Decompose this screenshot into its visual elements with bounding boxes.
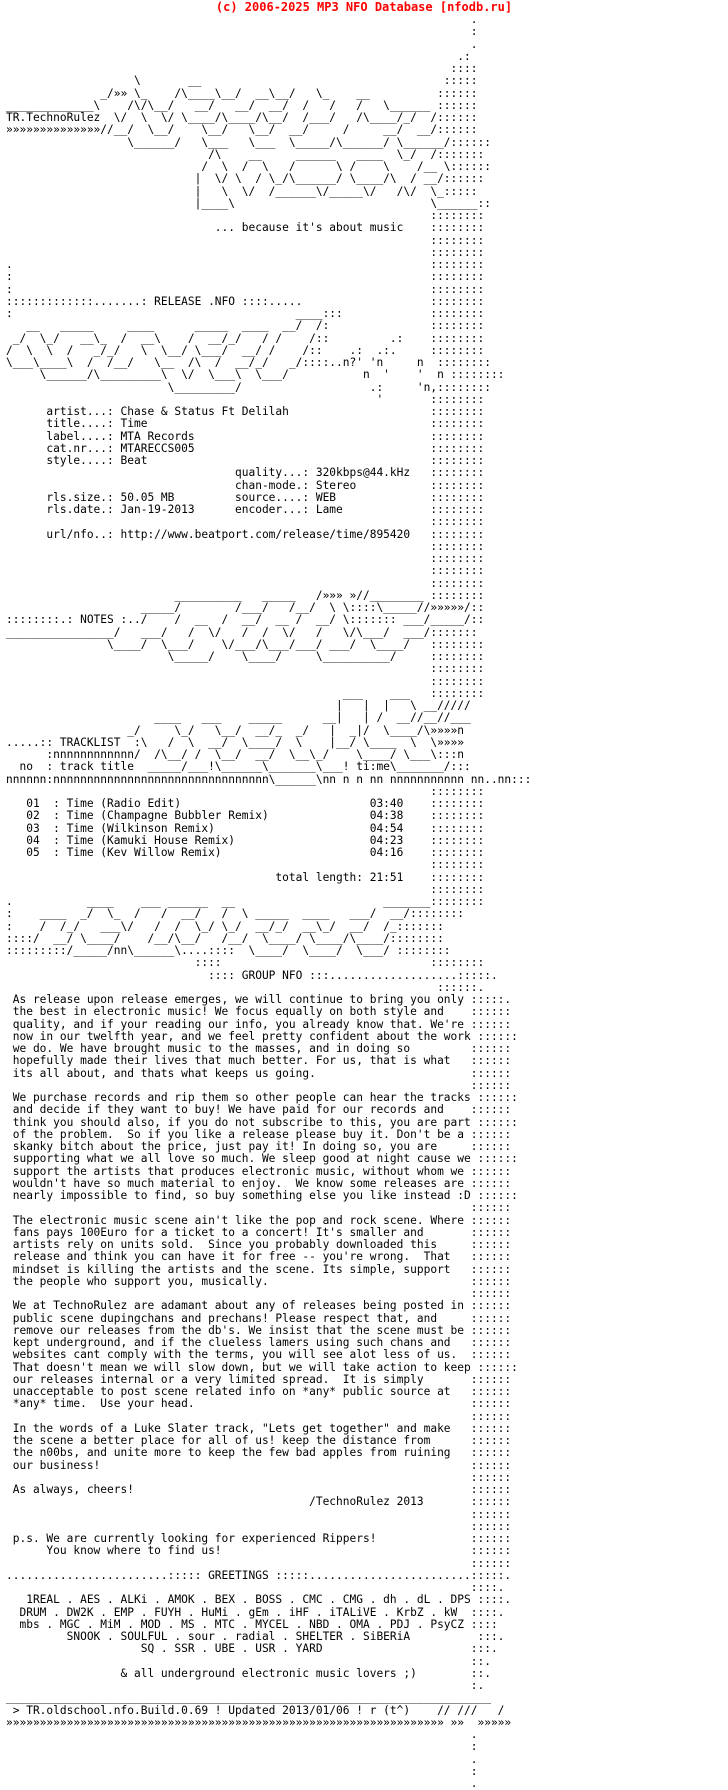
nfo-line: :::::: [6, 1519, 512, 1533]
nfo-line: | \/ \ / \_/\______/ \____/\ / __/:::::: [6, 172, 485, 186]
nfo-line: / \ / \ / \ / \ /__ \:::::: [6, 160, 491, 173]
nfo-line: quality...: 320kbps@44.kHz :::::::: [6, 466, 485, 480]
nfo-line: :::::::: [6, 539, 485, 553]
nfo-line: . ____ ___ ______ __ _______:::::::: [6, 895, 485, 908]
nfo-line: now in our twelfth year, and we feel pretty confident about the work :::::: [6, 1029, 518, 1043]
nfo-line: :::::::: [6, 882, 485, 896]
nfo-line: *any* time. Use your head. :::::: [6, 1397, 512, 1411]
nfo-line: ' :::::::: [6, 392, 485, 406]
nfo-line: :::: [6, 62, 478, 75]
nfo-line: We at TechnoRulez are adamant about any of releases being posted in :::::: [6, 1299, 512, 1313]
nfo-line: ... because it's about music :::::::: [6, 221, 485, 235]
nfo-line: : [6, 1740, 478, 1754]
nfo-line: :::::::: [6, 245, 485, 259]
nfo-line: :nnnnnnnnnnnn/ /\__/ / \__/ __/ \__\_/ \____/ \___\:::n [6, 748, 465, 761]
nfo-line: \____/ \___/ \/___/\___/___/ ___/ \____/ :::::::: [6, 637, 485, 651]
nfo-line: :::::::: [6, 662, 485, 676]
nfo-line: : [6, 25, 478, 39]
nfo-line: : [6, 1764, 478, 1778]
nfo-line: and decide if they want to buy! We have paid for our records and :::::: [6, 1103, 512, 1117]
nfo-line: & all underground electronic music lovers ;) ::. [6, 1666, 491, 1680]
nfo-line: think you should also, if you do not subscribe to this, you are part :::::: [6, 1115, 518, 1129]
nfo-line: label....: MTA Records :::::::: [6, 429, 485, 443]
nfo-line: : / /_/ ___\/ / / \_/ \_/ __/_/ __\_/ __/ /_::::::: [6, 919, 444, 933]
nfo-line: | | | \ __///// [6, 699, 471, 712]
nfo-line: artist...: Chase & Status Ft Delilah :::::::: [6, 405, 485, 418]
nfo-line: . :::::::: [6, 258, 485, 271]
nfo-line: url/nfo..: http://www.beatport.com/release/time/895420 :::::::: [6, 527, 485, 541]
nfo-line: :::::: [6, 1507, 512, 1521]
nfo-line: 04 : Time (Kamuki House Remix) 04:23 :::::::: [6, 833, 485, 847]
nfo-line: p.s. We are currently looking for experienced Rippers! :::::: [6, 1532, 512, 1545]
nfo-line: ________________________________________________________________________ [6, 1691, 491, 1705]
nfo-line: : :::::::: [6, 282, 485, 296]
nfo-line: \ __ ::::: [6, 74, 478, 88]
nfo-line: :::::::: [6, 233, 485, 247]
nfo-line: :::::::: [6, 552, 485, 565]
nfo-line: :::::: [6, 1201, 512, 1215]
nfo-line: our business! :::::: [6, 1458, 512, 1472]
nfo-line: its all about, and thats what keeps us going. :::::: [6, 1066, 512, 1080]
nfo-line: artists rely on units sold. Since you probably downloaded this :::::: [6, 1238, 512, 1251]
nfo-line: |____\ \______:: [6, 196, 491, 210]
nfo-line: \_________/ .: 'n,:::::::: [6, 380, 491, 394]
nfo-line: remove our releases from the db's. We insist that the scene must be :::::: [6, 1323, 512, 1337]
nfo-line: title....: Time :::::::: [6, 417, 485, 431]
nfo-line: /\ __ ______ ____ \_/ /::::::: [6, 147, 485, 161]
nfo-line: SQ . SSR . UBE . USR . YARD :::. [6, 1642, 498, 1656]
nfo-line: rls.date.: Jan-19-2013 encoder...: Lame :::::::: [6, 503, 485, 516]
nfo-line: :::::::::/_____/nn\______\....:::: \____/ \____/ \___/ :::::::: [6, 944, 451, 957]
nfo-line: 1REAL . AES . ALKi . AMOK . BEX . BOSS . CMC . CMG . dh . dL . DPS ::::. [6, 1593, 512, 1607]
nfo-line: / \ \ / _/_/ \ \__/ \___/ __/ / /:: .: .:. :::::::: [6, 343, 485, 357]
nfo-line: ::::::. [6, 980, 485, 994]
nfo-line: 02 : Time (Champagne Bubbler Remix) 04:38 :::::::: [6, 809, 485, 823]
nfo-line: :::::::: [6, 858, 485, 872]
nfo-line: :::: GROUP NFO :::...................:::::. [6, 968, 498, 982]
nfo-line: :::::: [6, 1287, 512, 1300]
nfo-line: the best in electronic music! We focus equally on both style and :::::: [6, 1005, 512, 1019]
nfo-line: kept underground, and if the clueless lamers using such chans and :::::: [6, 1336, 512, 1349]
nfo-line: skanky bitch about the price, just pay it! In doing so, you are :::::: [6, 1140, 512, 1153]
nfo-line: release and think you can have it for free -- you're wrong. That :::::: [6, 1250, 512, 1264]
nfo-line: As release upon release emerges, we will continue to bring you only :::::. [6, 993, 512, 1006]
nfo-line: \_____/ \____/ \__________/ :::::::: [6, 650, 485, 663]
nfo-line: we do. We have brought music to the masses, and in doing so :::::: [6, 1042, 512, 1055]
copyright-header: (c) 2006-2025 MP3 NFO Database [nfodb.ru] [215, 0, 513, 14]
nfo-line: We purchase records and rip them so other people can hear the tracks :::::: [6, 1091, 518, 1104]
nfo-line: :::::::: [6, 784, 485, 798]
nfo-line: > TR.oldschool.nfo.Build.0.69 ! Updated 2013/01/06 ! r (t^) // /// / [6, 1703, 505, 1717]
nfo-line: :::::::: [6, 209, 485, 222]
nfo-line: : ____::: :::::::: [6, 307, 485, 320]
nfo-line: »»»»»»»»»»»»»»»»»»»»»»»»»»»»»»»»»»»»»»»»»»»»»»»»»»»»»»»»»»»»»»»»» »» »»»»» [6, 1715, 512, 1729]
nfo-line: cat.nr...: MTARECCS005 :::::::: [6, 441, 485, 455]
nfo-line: :::::: [6, 1078, 512, 1092]
nfo-line: ........................::::: GREETINGS :::::........................:::::. [6, 1568, 512, 1582]
nfo-line: . [6, 13, 478, 26]
nfo-line: supporting what we all love so much. We sleep good at night cause we :::::: [6, 1152, 518, 1166]
nfo-line: websites cant comply with the terms, you will see alot less of us. :::::: [6, 1348, 512, 1362]
nfo-line: : ____ _/ \_ / / __/ / \ _____ ____ ___/ __/:::::::: [6, 907, 465, 921]
nfo-line: hopefully made their lives that much better. For us, that is what :::::: [6, 1054, 512, 1068]
nfo-line: .....:: TRACKLIST :\ / \ __/ \____/ \ |__/ \____ \ \»»»» [6, 735, 465, 749]
nfo-line: ___ ___ :::::::: [6, 686, 485, 700]
nfo-line: . [6, 1728, 478, 1741]
nfo-line: unacceptable to post scene related info on *any* public source at :::::: [6, 1385, 512, 1398]
nfo-line: :::::: [6, 1409, 512, 1423]
nfo-line: . [6, 1752, 478, 1766]
nfo-line: _/ \_/ __\_ / __\ / __/_/ / / /:: .: :::::::: [6, 331, 485, 345]
nfo-line: public scene dupingchans and prechans! Please respect that, and :::::: [6, 1311, 512, 1325]
nfo-line: SNOOK . SOULFUL . sour . radial . SHELTER . SiBERiA :::. [6, 1630, 505, 1643]
nfo-line: __________ _____ /»»» »//________ :::::::: [6, 588, 485, 602]
nfo-line: As always, cheers! :::::: [6, 1483, 512, 1496]
nfo-text [6, 14, 531, 1790]
nfo-line: \______/\_________\ \/ \___\ \___/ n ' ' n :::::::: [6, 368, 505, 382]
nfo-line: The electronic music scene ain't like the pop and rock scene. Where :::::: [6, 1213, 512, 1227]
nfo-line: ::::::::.: NOTES :../ / __ / __/ __ / __/ \::::::: ___/_____/:: [6, 613, 485, 627]
nfo-line: mbs . MGC . MiM . MOD . MS . MTC . MYCEL . NBD . OMA . PDJ . PsyCZ :::: [6, 1617, 498, 1631]
nfo-line: In the words of a Luke Slater track, "Lets get together" and make :::::: [6, 1421, 512, 1435]
nfo-line: fans pays 100Euro for a ticket to a concert! It's smaller and :::::: [6, 1225, 512, 1239]
nfo-line: the people who support you, musically. :::::: [6, 1274, 512, 1288]
nfo-line: You know where to find us! :::::: [6, 1544, 512, 1558]
nfo-line: \______/ \___ \___ \_____/\______/ \______/:::::: [6, 135, 491, 149]
nfo-line: nnnnnn:nnnnnnnnnnnnnnnnnnnnnnnnnnnnnnnn\______\nn n n nn nnnnnnnnnnn nn..nn::: [6, 772, 532, 786]
nfo-line: | \ \/ /______\/_____\/ /\/ \_::::: [6, 184, 478, 198]
nfo-line: _____________\ /\/\__/ __/ __/ __/ / / / \______ :::::: [6, 98, 478, 112]
nfo-line: 05 : Time (Kev Willow Remix) 04:16 :::::::: [6, 846, 485, 859]
nfo-line: .: [6, 49, 471, 63]
nfo-line: support the artists that produces electronic music, without whom we :::::: [6, 1164, 512, 1178]
nfo-line: ::::. [6, 1581, 505, 1594]
nfo-line: of the problem. So if you like a release please buy it. Don't be a :::::: [6, 1127, 512, 1141]
nfo-line: :::::::::::::.......: RELEASE .NFO ::::..... :::::::: [6, 294, 485, 308]
nfo-line: total length: 21:51 :::::::: [6, 870, 485, 884]
nfo-line: chan-mode.: Stereo :::::::: [6, 478, 485, 492]
nfo-line: ________________/ ___/ / \/ / / \/ / \/\___/ ___/::::::: [6, 625, 478, 639]
nfo-line: quality, and if your reading our info, you already know that. We're :::::: [6, 1017, 512, 1031]
nfo-line: :::::: [6, 1556, 512, 1570]
nfo-line: »»»»»»»»»»»»»»//__/ \__/ \__/ \__/ __/ / __/ __/:::::: [6, 123, 478, 137]
nfo-line: :::: :::::::: [6, 956, 485, 970]
nfo-line: TR.TechnoRulez \/ \ \/ \____/\____/\__/ /___/ /\____/_/ /:::::: [6, 111, 478, 124]
nfo-line: ::. [6, 1654, 491, 1668]
nfo-line: :::::::: [6, 674, 485, 688]
nfo-line: our releases internal or a very limited spread. It is simply :::::: [6, 1372, 512, 1386]
nfo-line: :::::::: [6, 564, 485, 578]
nfo-line: :::::: [6, 1470, 512, 1484]
nfo-line: style....: Beat :::::::: [6, 454, 485, 467]
nfo-line: nearly impossible to find, so buy something else you like instead :D :::::: [6, 1189, 518, 1202]
nfo-line: _/»» \_ /\____\__/ __\__/ \_ __ :::::: [6, 86, 478, 100]
nfo-line: /TechnoRulez 2013 :::::: [6, 1495, 512, 1509]
nfo-line: DRUM . DW2K . EMP . FUYH . HuMi . gEm . iHF . iTALiVE . KrbZ . kW ::::. [6, 1605, 505, 1619]
nfo-line: ____ ___ _____ __| | / __//__//___ [6, 711, 471, 725]
nfo-line: . [6, 37, 478, 51]
nfo-line: _____/ /___/ /__/ \ \::::\_____//»»»»»/:: [6, 601, 485, 614]
nfo-line: no : track title _____/___!\______\_______\___! ti:me\_______/::: [6, 760, 471, 774]
nfo-line: \___\____\ / /__/ \__ /\ / __/_/ _/::::..n?' 'n n :::::::: [6, 356, 491, 369]
nfo-line: That doesn't mean we will slow down, but we will take action to keep :::::: [6, 1360, 518, 1374]
nfo-line: wouldn't have so much material to enjoy. We know some releases are :::::: [6, 1176, 512, 1190]
nfo-line: the n00bs, and unite more to keep the few bad apples from ruining :::::: [6, 1446, 512, 1460]
nfo-line: : :::::::: [6, 270, 485, 284]
nfo-line: ::::/ __/ \____/ /__/\__/ /__/ \____/ \____/\____/:::::::: [6, 931, 444, 945]
nfo-line: 03 : Time (Wilkinson Remix) 04:54 :::::::: [6, 821, 485, 835]
nfo-line: mindset is killing the artists and the scene. Its simple, support :::::: [6, 1262, 512, 1276]
nfo-line: _/ \_/ \__/ __/_ _/ | _|/ \____/\»»»»n [6, 723, 465, 737]
nfo-line: __ _____ ____ _____ ____ __/ /: :::::::: [6, 319, 485, 333]
nfo-line: :::::::: [6, 515, 485, 529]
nfo-line: 01 : Time (Radio Edit) 03:40 :::::::: [6, 797, 485, 810]
nfo-line: the scene a better place for all of us! keep the distance from :::::: [6, 1434, 512, 1447]
nfo-line: :. [6, 1679, 485, 1692]
nfo-line: :::::::: [6, 576, 485, 590]
nfo-line: . [6, 1777, 478, 1790]
nfo-line: rls.size.: 50.05 MB source....: WEB :::::::: [6, 490, 485, 504]
